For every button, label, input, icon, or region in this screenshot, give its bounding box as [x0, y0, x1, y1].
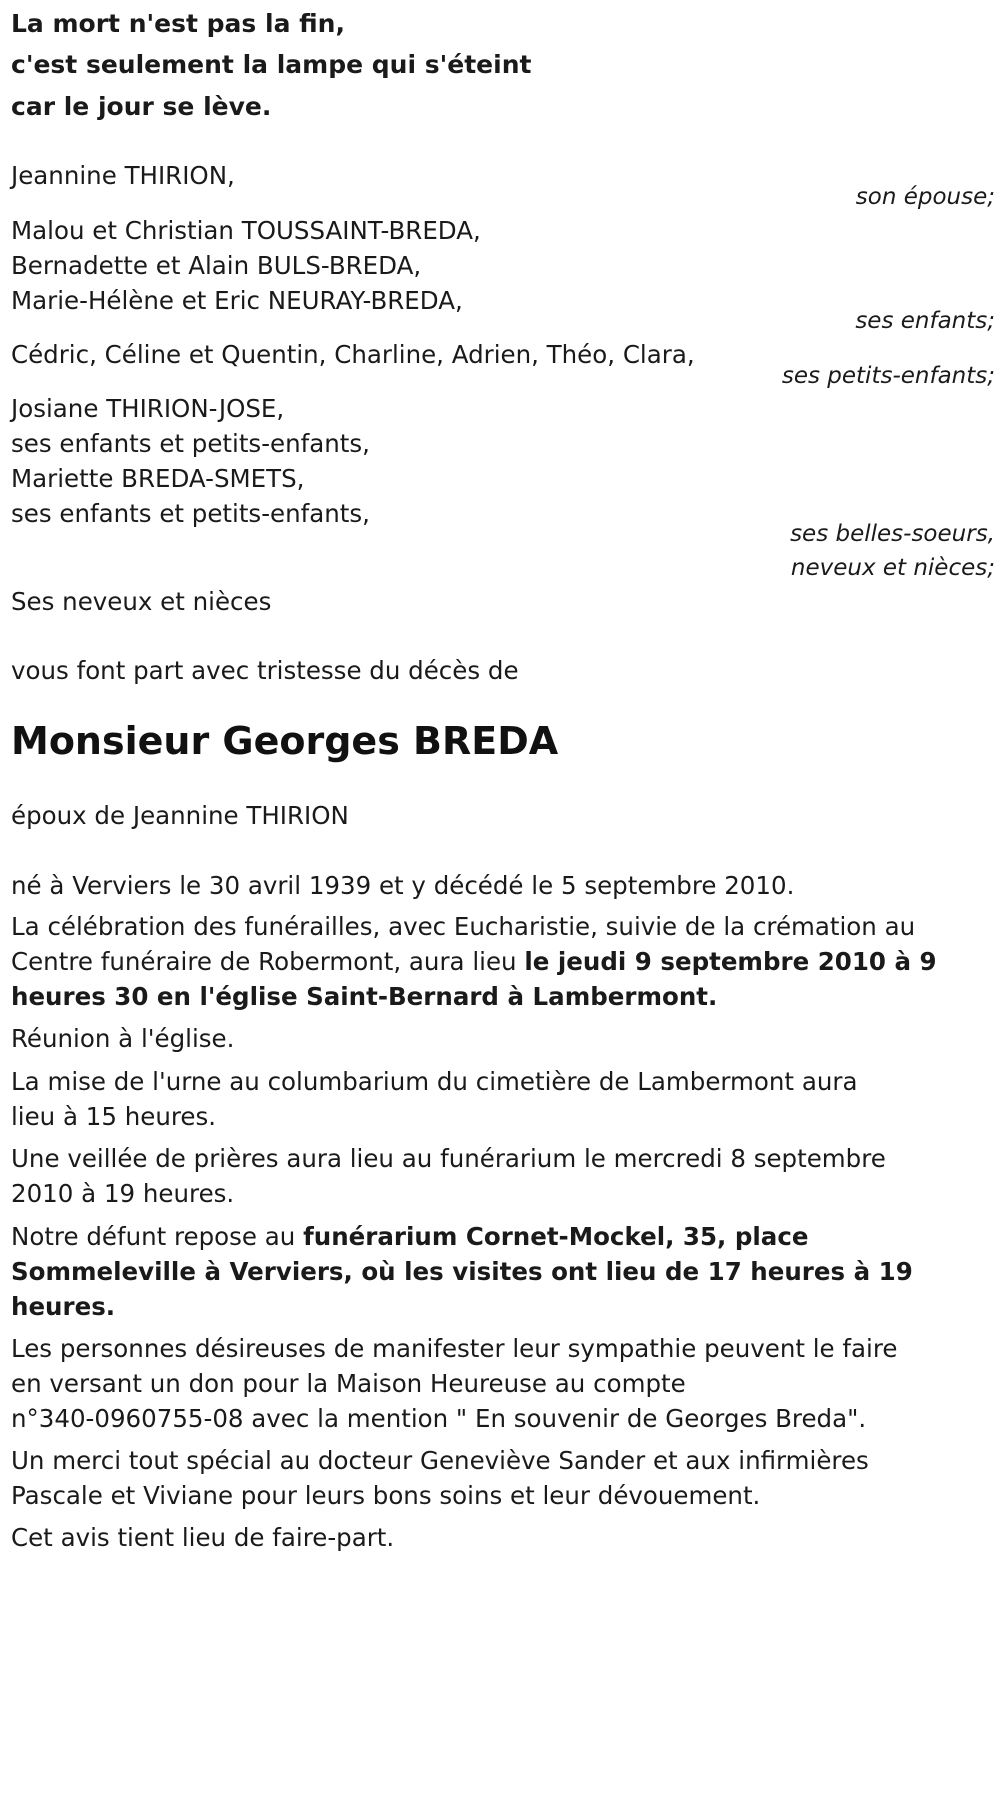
- grandchildren-role: ses petits-enfants;: [781, 363, 995, 389]
- thanks-line-2: Pascale et Viviane pour leurs bons soins et leur dévouement.: [11, 1481, 761, 1510]
- sympathy-line-1: Les personnes désireuses de manifester leur sympathie peuvent le faire: [11, 1334, 898, 1363]
- repose-line-1: [11, 1217, 808, 1257]
- celebration-line-3: heures 30 en l'église Saint-Bernard à Lambermont.: [11, 982, 718, 1011]
- celebration-date: le jeudi 9 septembre 2010 à 9: [524, 947, 937, 976]
- urn-line-1: La mise de l'urne au columbarium du cimetière de Lambermont aura: [11, 1067, 858, 1096]
- children-role: ses enfants;: [855, 308, 995, 334]
- vigil-line-2: 2010 à 19 heures.: [11, 1179, 235, 1208]
- inlaw-role-1: ses belles-soeurs,: [790, 521, 995, 547]
- poem-line-3: car le jour se lève.: [11, 92, 272, 121]
- repose-line-3: heures.: [11, 1292, 116, 1321]
- child-line-1: Malou et Christian TOUSSAINT-BREDA,: [11, 216, 481, 245]
- inlaw-line-4: ses enfants et petits-enfants,: [11, 499, 370, 528]
- spouse-name: Jeannine THIRION,: [11, 161, 235, 190]
- repose-text: Notre défunt repose au: [11, 1222, 304, 1251]
- inlaw-line-3: Mariette BREDA-SMETS,: [11, 464, 305, 493]
- sympathy-line-2: en versant un don pour la Maison Heureuse au compte: [11, 1369, 686, 1398]
- grandchildren-line: Cédric, Céline et Quentin, Charline, Adrien, Théo, Clara,: [11, 340, 695, 369]
- child-line-3: Marie-Hélène et Eric NEURAY-BREDA,: [11, 286, 463, 315]
- sympathy-line-3: n°340-0960755-08 avec la mention " En souvenir de Georges Breda".: [11, 1404, 867, 1433]
- thanks-line-1: Un merci tout spécial au docteur Geneviève Sander et aux infirmières: [11, 1446, 869, 1475]
- nephews-line: Ses neveux et nièces: [11, 587, 272, 616]
- deceased-name: Monsieur Georges BREDA: [11, 719, 559, 763]
- repose-place: funérarium Cornet-Mockel, 35, place: [303, 1222, 809, 1251]
- spouse-role: son épouse;: [855, 184, 995, 210]
- inlaw-line-2: ses enfants et petits-enfants,: [11, 429, 370, 458]
- poem-line-1: La mort n'est pas la fin,: [11, 9, 345, 38]
- urn-line-2: lieu à 15 heures.: [11, 1102, 217, 1131]
- celebration-line-1: La célébration des funérailles, avec Eucharistie, suivie de la crémation au: [11, 912, 916, 941]
- inlaw-line-1: Josiane THIRION-JOSE,: [11, 394, 285, 423]
- deceased-spouse-line: époux de Jeannine THIRION: [11, 801, 349, 830]
- child-line-2: Bernadette et Alain BULS-BREDA,: [11, 251, 422, 280]
- announcement: vous font part avec tristesse du décès de: [11, 656, 519, 685]
- repose-line-2: Sommeleville à Verviers, où les visites ont lieu de 17 heures à 19: [11, 1257, 913, 1286]
- celebration-text: Centre funéraire de Robermont, aura lieu: [11, 947, 525, 976]
- vigil-line-1: Une veillée de prières aura lieu au funérarium le mercredi 8 septembre: [11, 1144, 886, 1173]
- celebration-line-2: [11, 942, 937, 982]
- birth-death-line: né à Verviers le 30 avril 1939 et y décédé le 5 septembre 2010.: [11, 871, 795, 900]
- poem-line-2: c'est seulement la lampe qui s'éteint: [11, 50, 532, 79]
- inlaw-role-2: neveux et nièces;: [790, 555, 995, 581]
- closing-line: Cet avis tient lieu de faire-part.: [11, 1523, 395, 1552]
- reunion-line: Réunion à l'église.: [11, 1024, 235, 1053]
